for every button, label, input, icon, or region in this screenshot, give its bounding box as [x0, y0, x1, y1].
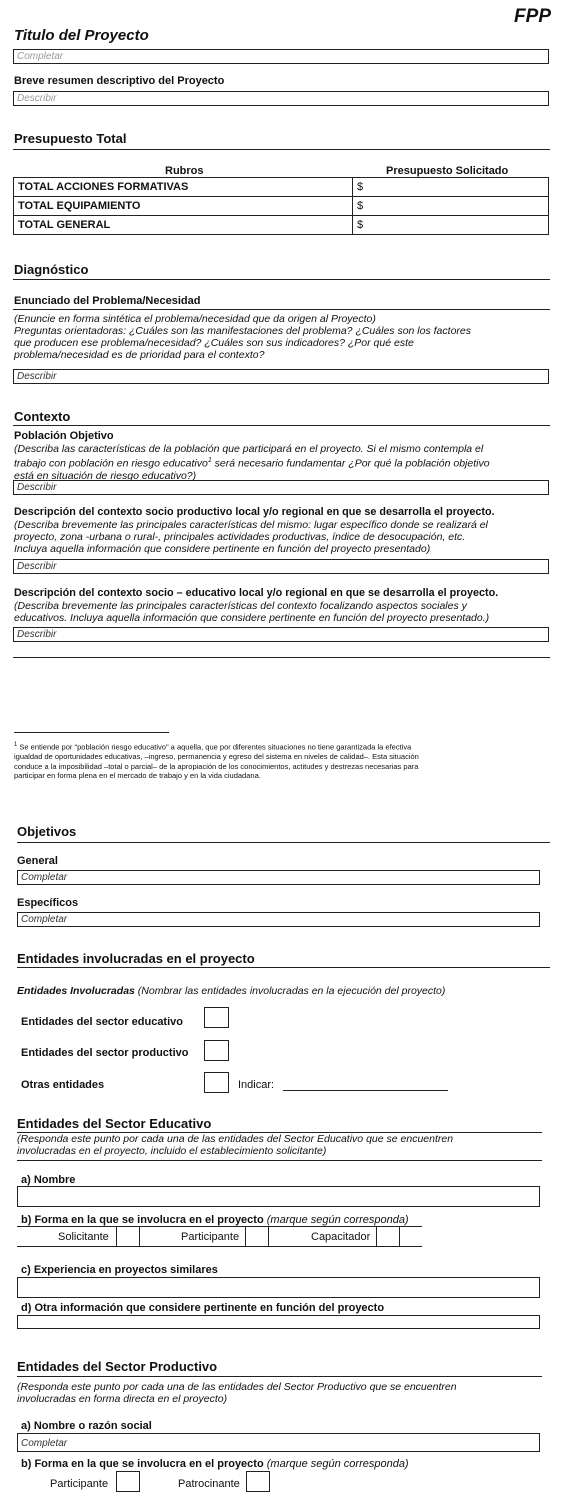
sector-educativo-note-line: (Responda este punto por cada una de las entidades del Sector Educativo que se encuentren	[17, 1133, 454, 1145]
contexto-end-rule	[13, 657, 550, 658]
poblacion-label: Población Objetivo	[14, 430, 114, 442]
productivo-opt-patrocinante-label: Patrocinante	[178, 1478, 240, 1490]
project-title-placeholder: Completar	[17, 51, 64, 62]
budget-row-label: TOTAL GENERAL	[14, 216, 353, 235]
opt-solicitante-checkbox[interactable]	[116, 1226, 140, 1247]
productivo-opt-participante-label: Participante	[50, 1478, 109, 1490]
entidades-productivo-label: Entidades del sector productivo	[21, 1047, 189, 1059]
indicar-field[interactable]	[283, 1090, 448, 1091]
educativo-note-line: (Describa brevemente las principales características del contexto focalizando aspectos sociales y	[14, 600, 467, 612]
objetivos-heading: Objetivos	[17, 824, 77, 839]
entidades-heading: Entidades involucradas en el proyecto	[17, 951, 255, 966]
sector-educativo-heading: Entidades del Sector Educativo	[17, 1116, 212, 1131]
educativo-forma-note: (marque según corresponda)	[263, 1214, 409, 1226]
productivo-context-placeholder: Describir	[17, 561, 57, 572]
sector-productivo-rule	[17, 1376, 542, 1377]
entidades-productivo-checkbox[interactable]	[204, 1040, 229, 1061]
budget-row	[14, 197, 549, 216]
objetivo-general-field[interactable]	[17, 870, 540, 885]
project-title-label: Titulo del Proyecto	[14, 27, 149, 44]
opt-participante-checkbox[interactable]	[245, 1226, 269, 1247]
educativo-context-placeholder: Describir	[17, 629, 57, 640]
otras-entidades-checkbox[interactable]	[204, 1072, 229, 1093]
sector-educativo-note	[17, 1133, 453, 1157]
project-title-field[interactable]	[13, 49, 549, 64]
footnote-ref: 1	[207, 457, 212, 464]
sector-educativo-note-line: involucradas en el proyecto, incluido el establecimiento solicitante)	[17, 1145, 327, 1157]
budget-col-presupuesto: Presupuesto Solicitado	[386, 165, 509, 177]
budget-row-label: TOTAL ACCIONES FORMATIVAS	[14, 178, 353, 197]
footnote-mark: 1	[14, 742, 18, 748]
objetivo-especificos-field[interactable]	[17, 912, 540, 927]
contexto-heading: Contexto	[14, 409, 71, 424]
experiencia-field[interactable]	[17, 1277, 540, 1298]
productivo-forma-label	[21, 1458, 409, 1470]
problem-note-line: problema/necesidad es de prioridad para el contexto?	[14, 349, 265, 361]
poblacion-note-line: está en situación de riesgo educativo?)	[14, 469, 197, 482]
budget-row-label: TOTAL EQUIPAMIENTO	[14, 197, 353, 216]
opt-solicitante-label: Solicitante	[58, 1231, 109, 1243]
otra-informacion-label: d) Otra información que considere pertinente en función del proyecto	[21, 1302, 385, 1314]
poblacion-note-text: será necesario fundamentar ¿Por qué la población objetivo	[211, 457, 490, 470]
problem-label: Enunciado del Problema/Necesidad	[14, 295, 201, 307]
objetivos-rule	[17, 842, 550, 843]
footnote-separator	[14, 732, 169, 733]
indicar-label: Indicar:	[238, 1079, 275, 1091]
educativo-note-line: educativos. Incluya aquella información que considere pertinente en función del proyecto presentado.)	[14, 612, 490, 624]
budget-row-value[interactable]: $	[353, 178, 549, 197]
budget-heading: Presupuesto Total	[14, 131, 127, 146]
productivo-nombre-label: a) Nombre o razón social	[21, 1420, 152, 1432]
budget-heading-rule	[13, 149, 550, 150]
educativo-forma-text: b) Forma en la que se involucra en el proyecto	[21, 1214, 264, 1226]
budget-row-value[interactable]: $	[353, 216, 549, 235]
otras-entidades-label: Otras entidades	[21, 1079, 105, 1091]
sector-productivo-note-line: (Responda este punto por cada una de las entidades del Sector Productivo que se encuentren	[17, 1381, 457, 1393]
sector-productivo-heading: Entidades del Sector Productivo	[17, 1359, 218, 1374]
entidades-educativo-label: Entidades del sector educativo	[21, 1016, 183, 1028]
objetivo-general-label: General	[17, 855, 58, 867]
footnote-line: participar en forma plena en el mercado de trabajo y en la vida ciudadana.	[14, 771, 261, 780]
poblacion-note-text: trabajo con población en riesgo educativo	[14, 457, 208, 470]
productivo-forma-text: b) Forma en la que se involucra en el proyecto	[21, 1458, 264, 1470]
problem-placeholder: Describir	[17, 371, 57, 382]
budget-row	[14, 178, 549, 197]
productivo-forma-note: (marque según corresponda)	[263, 1458, 409, 1470]
productivo-note-line: Incluya aquella información que considere pertinente en función del proyecto presentado)	[14, 543, 431, 555]
problem-rule	[13, 309, 550, 310]
productivo-opt-patrocinante-checkbox[interactable]	[246, 1471, 270, 1492]
otra-informacion-field[interactable]	[17, 1315, 540, 1329]
productivo-note-line: proyecto, zona -urbana o rural-, principales actividades productivas, índice de desocupación, etc.	[14, 531, 466, 543]
entidades-intro-bold: Entidades Involucradas	[17, 985, 135, 997]
entidades-intro-text: (Nombrar las entidades involucradas en la ejecución del proyecto)	[134, 985, 446, 997]
educativo-context-note	[14, 600, 489, 624]
problem-note-line: (Enuncie en forma sintética el problema/necesidad que da origen al Proyecto)	[14, 313, 376, 325]
problem-note	[14, 313, 471, 361]
sector-educativo-note-rule	[17, 1160, 542, 1161]
footnote-text: Se entiende por "población riesgo educativo" a aquella, que por diferentes situaciones no tiene garantizada la efectiva	[17, 742, 412, 752]
footnote	[14, 741, 554, 781]
footnote-line	[14, 741, 554, 752]
productivo-opt-participante-checkbox[interactable]	[116, 1471, 140, 1492]
poblacion-placeholder: Describir	[17, 482, 57, 493]
problem-field[interactable]	[13, 369, 549, 384]
educativo-context-label: Descripción del contexto socio – educativo local y/o regional en que se desarrolla el proyecto.	[14, 587, 499, 599]
footnote-line: igualdad de oportunidades educativas, –ingreso, permanencia y egreso del sistema en niveles de calidad–. Esta situación	[14, 752, 419, 761]
budget-row	[14, 216, 549, 235]
forma-table-top	[17, 1226, 422, 1227]
objetivo-especificos-label: Específicos	[17, 897, 79, 909]
productivo-nombre-field[interactable]	[17, 1433, 540, 1452]
experiencia-label: c) Experiencia en proyectos similares	[21, 1264, 218, 1276]
educativo-forma-label	[21, 1214, 409, 1226]
summary-placeholder: Describir	[17, 93, 57, 104]
budget-col-rubros: Rubros	[165, 165, 204, 177]
contexto-rule	[13, 425, 550, 426]
poblacion-field[interactable]	[13, 480, 549, 495]
diagnostico-rule	[13, 279, 550, 280]
opt-capacitador-checkbox[interactable]	[376, 1226, 400, 1247]
sector-productivo-note	[17, 1381, 457, 1405]
poblacion-note-line	[14, 455, 490, 470]
productivo-context-field[interactable]	[13, 559, 549, 574]
problem-note-line: que producen ese problema/necesidad? ¿Cuáles son sus indicadores? ¿Por qué este	[14, 337, 414, 349]
budget-row-value[interactable]: $	[353, 197, 549, 216]
productivo-nombre-placeholder: Completar	[21, 1438, 68, 1449]
entidades-rule	[17, 967, 550, 968]
educativo-nombre-label: a) Nombre	[21, 1174, 76, 1186]
forma-table-bottom	[17, 1246, 422, 1247]
brand-label: FPP	[514, 6, 551, 27]
objetivo-especificos-placeholder: Completar	[21, 914, 68, 925]
budget-table	[13, 177, 549, 235]
productivo-context-label: Descripción del contexto socio productivo local y/o regional en que se desarrolla el proyecto.	[14, 506, 495, 518]
poblacion-note	[14, 443, 490, 482]
entidades-educativo-checkbox[interactable]	[204, 1007, 229, 1028]
educativo-nombre-field[interactable]	[17, 1186, 540, 1207]
diagnostico-heading: Diagnóstico	[14, 262, 89, 277]
objetivo-general-placeholder: Completar	[21, 872, 68, 883]
footnote-line: conduce a la imposibilidad –total o parcial– de la apropiación de los conocimientos, actitudes y destrezas necesarias para	[14, 761, 419, 771]
sector-productivo-note-line: involucradas en forma directa en el proyecto)	[17, 1393, 228, 1405]
productivo-note-line: (Describa brevemente las principales características del mismo: lugar específico donde se realizará el	[14, 519, 488, 531]
productivo-context-note	[14, 519, 488, 555]
summary-field[interactable]	[13, 91, 549, 106]
summary-label: Breve resumen descriptivo del Proyecto	[14, 75, 225, 87]
opt-participante-label: Participante	[181, 1231, 240, 1243]
poblacion-note-line: (Describa las características de la población que participará en el proyecto. Si el mismo contempla el	[14, 443, 484, 455]
educativo-context-field[interactable]	[13, 627, 549, 642]
opt-capacitador-label: Capacitador	[311, 1231, 371, 1243]
problem-note-line: Preguntas orientadoras: ¿Cuáles son las manifestaciones del problema? ¿Cuáles son los factores	[14, 325, 471, 337]
entidades-intro	[17, 985, 445, 997]
